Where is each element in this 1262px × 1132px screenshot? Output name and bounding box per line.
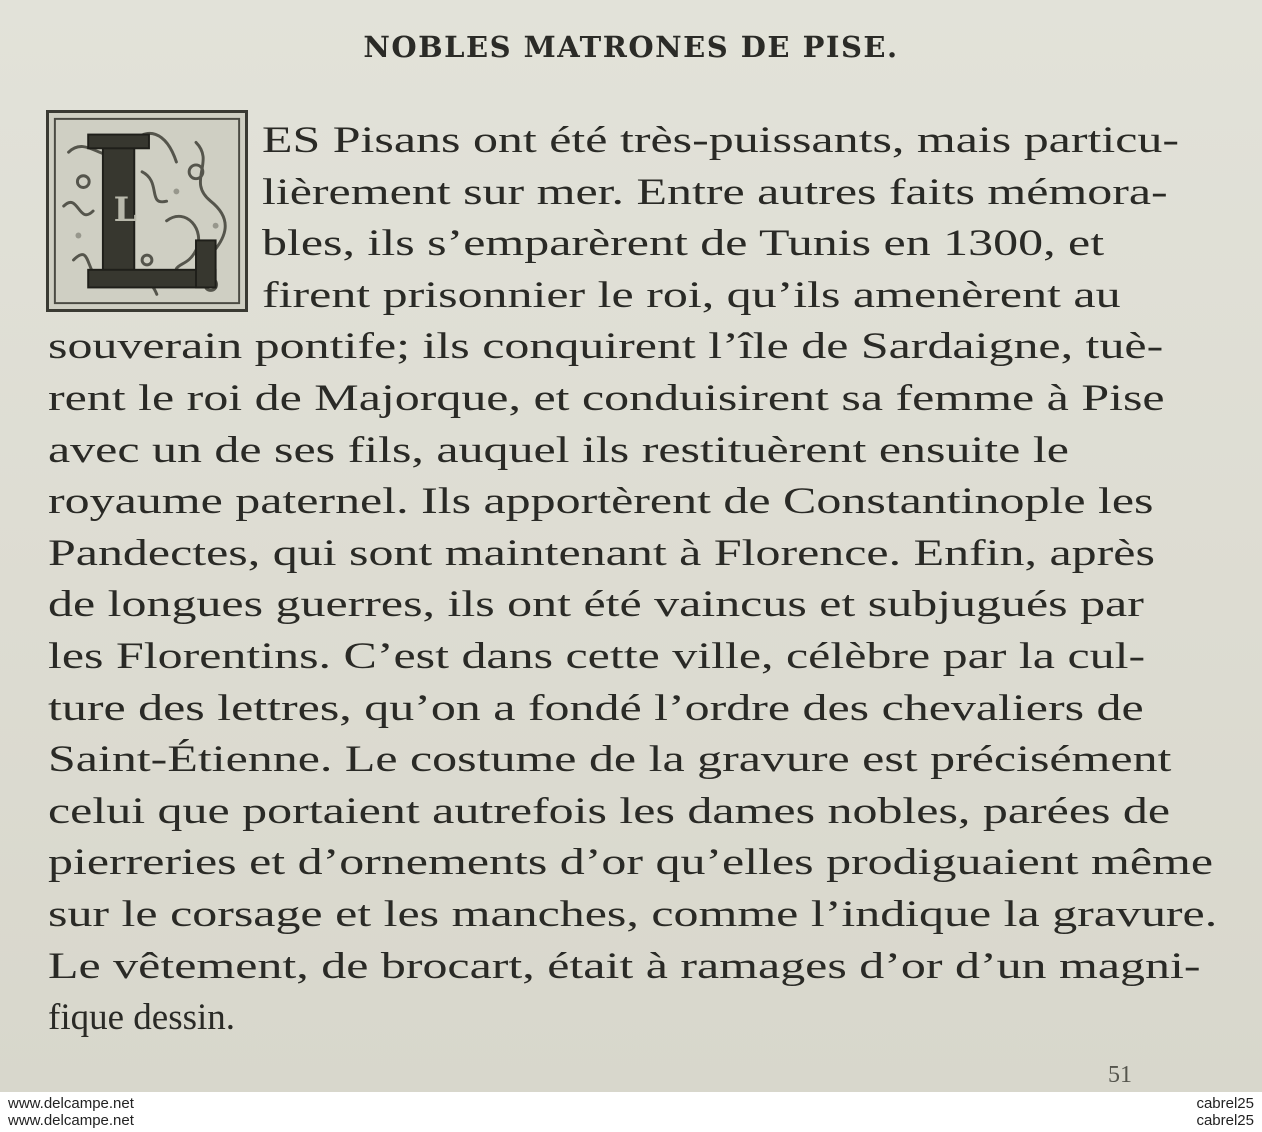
text-line: Le vêtement, de brocart, était à ramages d’or d’un magni- [48, 946, 1201, 987]
text-line: ES Pisans ont été très-puissants, mais particu- [262, 120, 1180, 161]
watermark-bar [0, 1092, 1262, 1132]
text-line: royaume paternel. Ils apportèrent de Constantinople les [48, 481, 1154, 522]
page-title: NOBLES MATRONES DE PISE. [363, 30, 899, 64]
watermark-right-line2: cabrel25 [1196, 1112, 1254, 1129]
text-line: pierreries et d’ornements d’or qu’elles prodiguaient même [48, 842, 1214, 883]
watermark-right-line1: cabrel25 [1196, 1095, 1254, 1112]
text-line: firent prisonnier le roi, qu’ils amenèrent au [262, 275, 1121, 316]
text-line: celui que portaient autrefois les dames nobles, parées de [48, 791, 1171, 832]
text-line: Pandectes, qui sont maintenant à Florence. Enfin, après [48, 533, 1155, 574]
text-line: les Florentins. C’est dans cette ville, célèbre par la cul- [48, 636, 1146, 677]
text-line: lièrement sur mer. Entre autres faits mémora- [262, 172, 1168, 213]
text-line: avec un de ses fils, auquel ils restituèrent ensuite le [48, 430, 1069, 471]
watermark-left-line2: www.delcampe.net [8, 1112, 134, 1129]
text-line: Saint-Étienne. Le costume de la gravure est précisément [48, 739, 1172, 780]
page-number: 51 [1108, 1062, 1132, 1088]
drop-cap-letter: L [113, 189, 138, 229]
text-line: souverain pontife; ils conquirent l’île de Sardaigne, tuè- [48, 326, 1164, 367]
ornamental-drop-cap [46, 110, 248, 312]
text-line: de longues guerres, ils ont été vaincus et subjugués par [48, 584, 1144, 625]
watermark-left-line1: www.delcampe.net [8, 1095, 134, 1112]
text-line: sur le corsage et les manches, comme l’indique la gravure. [48, 894, 1218, 935]
text-line: ture des lettres, qu’on a fondé l’ordre des chevaliers de [48, 688, 1144, 729]
text-line: fique dessin. [48, 997, 236, 1038]
text-line: bles, ils s’emparèrent de Tunis en 1300, et [262, 223, 1105, 264]
text-line: rent le roi de Majorque, et conduisirent sa femme à Pise [48, 378, 1165, 419]
drop-cap-ornament-icon [49, 113, 245, 309]
